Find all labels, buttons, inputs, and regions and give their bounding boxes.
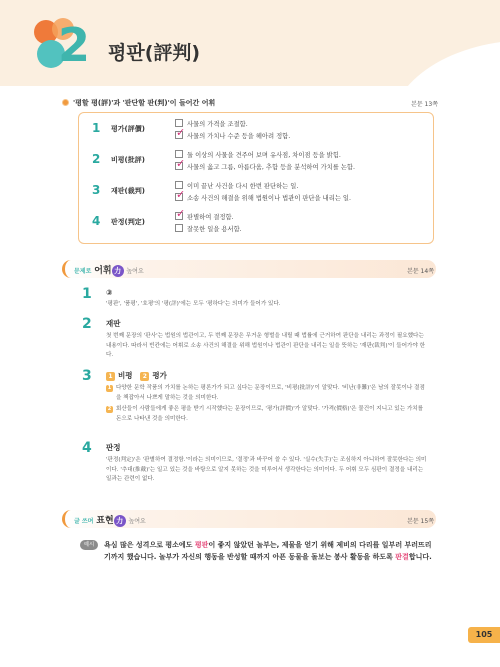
sub-explanation: [106, 405, 428, 424]
vocab-box: [78, 112, 434, 244]
checkmark-icon: ✓: [176, 126, 186, 139]
bullet-dot-icon: [62, 99, 69, 106]
highlighted-word: 판결: [395, 553, 409, 561]
checkmark-icon: ✓: [176, 157, 186, 170]
answer-head: 판정: [106, 443, 121, 452]
answer-number: 2: [82, 316, 92, 332]
vocab-option: [175, 207, 234, 221]
page-reference: 본문 15쪽: [407, 518, 434, 525]
vocab-option-text: 사물의 가격을 조절함.: [187, 121, 248, 128]
vocab-option-text: 이미 끝난 사건을 다시 한번 판단하는 일.: [187, 183, 299, 190]
checked-checkbox[interactable]: [175, 126, 186, 139]
example-fragment: 욕심 많은 성격으로 평소에도: [104, 541, 195, 549]
vocab-option: [175, 224, 242, 233]
page-reference: 본문 13쪽: [411, 101, 438, 108]
tag-post: 높여요: [126, 268, 144, 275]
sub-badge: 1: [106, 372, 115, 381]
vocab-option: [175, 150, 341, 159]
answer-text: '판정(判定)'은 '판별하여 결정함.'이라는 의미이므로, '결정'과 바꾸어 쓸 수 있다. '실수(失手)'는 조심하지 아니하여 잘못한다는 의미이다. '추대(推戴)'는 일고 있는 것을 바탕으로 알지 못하는 것을 미루어서 생각한다는 의미이다. 두 어휘 모두 심판이 결정을 내리는 일과는 관련이 없다.: [106, 457, 427, 482]
tag-main: 표현: [96, 516, 114, 526]
vocab-number: 4: [92, 214, 101, 228]
sub-badge: 1: [107, 385, 112, 391]
vocab-word: 평가(評價): [111, 125, 145, 133]
answer-head: [106, 370, 428, 381]
vocab-section-heading: [62, 98, 215, 108]
answer-number: 3: [82, 368, 92, 384]
tag-accent: [62, 260, 72, 278]
checked-checkbox[interactable]: [175, 207, 186, 220]
vocab-word: 판정(判定): [111, 218, 145, 226]
vocab-number: 1: [92, 121, 101, 135]
kap-icon: 力: [114, 515, 126, 527]
vocab-word: 재판(裁判): [111, 187, 145, 195]
answer-head: 재판: [106, 319, 121, 328]
answer-head-1: 비평: [118, 371, 133, 380]
vocab-word: 비평(批評): [111, 156, 145, 164]
vocab-section-heading-text: '평할 평(評)'과 '판단할 판(判)'이 들어간 어휘: [73, 99, 216, 107]
vocab-option-text: 잘못한 일을 용서함.: [187, 226, 242, 233]
vocab-option: [175, 181, 298, 190]
checked-checkbox[interactable]: [175, 157, 186, 170]
example-text: [104, 539, 434, 563]
vocab-option-text: 소송 사건의 해결을 위해 법원이나 법관이 판단을 내리는 일.: [187, 195, 352, 202]
vocab-option: [175, 157, 356, 171]
chapter-title: 평판(評判): [108, 42, 201, 64]
example-badge: 예시: [80, 540, 98, 550]
kap-icon: 力: [112, 265, 124, 277]
answer-head-2: 평가: [152, 371, 167, 380]
chapter-number: 2: [58, 18, 91, 72]
checked-checkbox[interactable]: [175, 188, 186, 201]
page-number: 105: [468, 627, 500, 643]
tag-main: 어휘: [94, 266, 112, 276]
answer-number: 4: [82, 440, 92, 456]
example-fragment: 이 좋지 않았던 놀부는, 제물을 얻기 위해 제비의 다리를 일부러 부러뜨리기까지 했습니다. 놀부가 자신의 행동을 반성할 때까지 아픈 동물을 돌보는 봉사 활동을 하도록: [104, 541, 432, 561]
section-tag-label: [74, 513, 146, 527]
tag-pre: 문제로: [74, 268, 92, 275]
vocab-option-text: 사물의 옳고 그름, 아름다움, 추함 등을 분석하여 가치를 논함.: [187, 164, 356, 171]
answer-text: [106, 384, 428, 424]
section-tag-problems: [62, 260, 436, 278]
answer-text: 첫 번째 문장의 '판사'는 법원의 법관이고, 두 번째 문장은 무거운 형벌을 내릴 때 법률에 근거하여 판단을 내리는 과정이 필요했다는 내용이다. 따라서 빈칸에는 어휘로 소송 사건의 해결을 위해 법원이나 법관이 판단을 내리는 일을 뜻하는 '재판(裁判)'이 들어가야 한다.: [106, 333, 426, 358]
vocab-option: [175, 188, 352, 202]
tag-post: 높여요: [128, 518, 146, 525]
sub-text: 다양한 문학 작품의 가치를 논하는 평론가가 되고 싶다는 문장이므로, '비평(批評)'이 알맞다. '비난(非難)'은 남의 잘못이나 결점을 책잡아서 나쁘게 말하는 것을 의미한다.: [116, 385, 425, 401]
vocab-option-text: 사물의 가치나 수준 등을 헤아려 정함.: [187, 133, 291, 140]
page-reference: 본문 14쪽: [407, 268, 434, 275]
vocab-option: [175, 126, 291, 140]
vocab-number: 2: [92, 152, 101, 166]
chapter-header: [0, 0, 500, 86]
example-fragment: 합니다.: [408, 553, 432, 561]
vocab-option-text: 둘 이상의 사물을 견주어 보며 유사점, 차이점 등을 밝힘.: [187, 152, 341, 159]
highlighted-word: 평판: [194, 541, 209, 549]
answer-text: '평판', '품평', '호평'의 '평(評)'에는 모두 '평하다'는 의미가 들어가 있다.: [106, 301, 281, 307]
tag-pre: 글 쓰며: [74, 518, 94, 525]
section-tag-writing: [62, 510, 436, 528]
sub-badge: 2: [140, 372, 149, 381]
sub-text: 회산들이 사람들에게 좋은 평을 받기 시작했다는 문장이므로, '평가(評價)'가 알맞다. '가격(價格)'은 물건이 지니고 있는 가치를 돈으로 나타낸 것을 의미한다.: [116, 406, 424, 422]
vocab-option-text: 판별하여 결정함.: [187, 214, 234, 221]
vocab-option: [175, 119, 248, 128]
checkmark-icon: ✓: [176, 207, 186, 220]
tag-accent: [62, 510, 72, 528]
sub-explanation: [106, 384, 428, 403]
answer-head: ③: [106, 288, 113, 297]
section-tag-label: [74, 263, 144, 277]
checkmark-icon: ✓: [176, 188, 186, 201]
answer-number: 1: [82, 286, 92, 302]
checkbox[interactable]: [175, 224, 183, 232]
vocab-number: 3: [92, 183, 101, 197]
sub-badge: 2: [107, 406, 112, 412]
